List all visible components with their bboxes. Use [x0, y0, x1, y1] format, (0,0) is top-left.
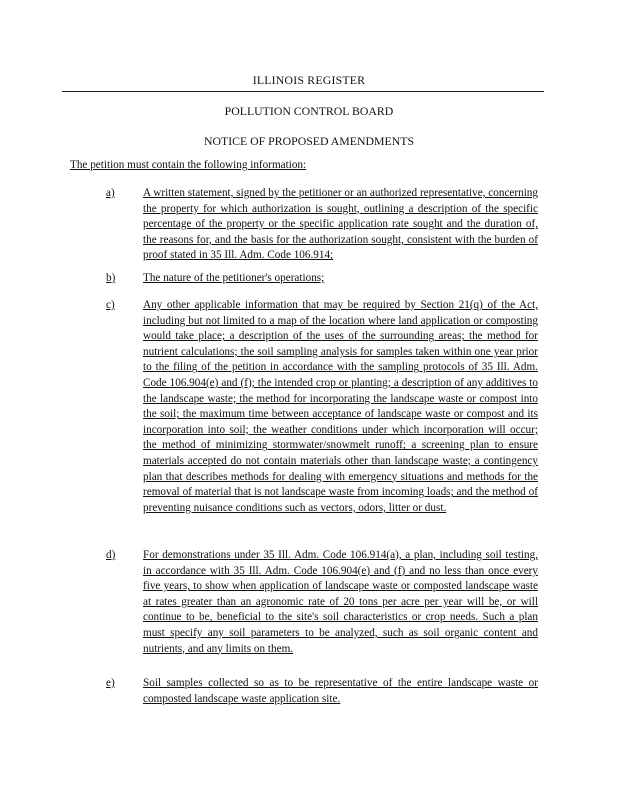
list-item-text: A written statement, signed by the petitioner or an authorized representative, concerning the property for which authorization is sought, outlining a description of the specific percentage of the property or the specific application rate sought and the duration of, the reasons for, and the basis for the authorization sought, consistent with the burden of proof stated in 35 Ill. Adm. Code 106.914; — [143, 187, 538, 262]
list-marker: a) — [106, 187, 115, 199]
list-item-text: For demonstrations under 35 Ill. Adm. Code 106.914(a), a plan, including soil testing, in accordance with 35 Ill. Adm. Code 106.904(e) and (f) and no less than once every five years, to show when application of landscape waste or composted landscape waste at rates greater than an agronomic rate of 20 tons per acre per year will be, or will continue to be, beneficial to the site's soil characteristics or crop needs. Such a plan must specify any soil parameters to be analyzed, such as soil organic content and nutrients, and any limits on them. — [143, 549, 538, 655]
register-title: ILLINOIS REGISTER — [252, 73, 366, 87]
list-marker: e) — [106, 677, 115, 689]
list-marker: d) — [106, 549, 116, 561]
list-item-text: The nature of the petitioner's operations; — [143, 272, 325, 284]
intro-text: The petition must contain the following information: — [70, 159, 307, 171]
list-item-text: Any other applicable information that may be required by Section 21(q) of the Act, including but not limited to a map of the location where land application or composting would take place; a description of the uses of the surrounding areas; the method for nutrient calculations; the soil sampling analysis for samples taken within one year prior to the filing of the petition in accordance with the sampling protocols of 35 Ill. Adm. Code 106.904(e) and (f); the intended crop or planting; a description of any additives to the landscape waste; the method for incorporating the landscape waste or compost into the soil; the maximum time between acceptance of landscape waste or compost and its incorporation into soil; the weather conditions under which incorporation will occur; the method of minimizing stormwater/snowmelt runoff; a screening plan to ensure materials accepted do not contain materials other than landscape waste; a contingency plan that describes methods for dealing with emergency situations and methods for the removal of material that is not landscape waste from incoming loads; and the method of preventing nuisance conditions such as vectors, odors, litter or dust. — [143, 299, 538, 514]
list-marker: c) — [106, 299, 115, 311]
notice-title: NOTICE OF PROPOSED AMENDMENTS — [203, 134, 415, 148]
header-rule — [62, 91, 544, 92]
board-title: POLLUTION CONTROL BOARD — [224, 104, 394, 118]
list-marker: b) — [106, 272, 116, 284]
list-item-text: Soil samples collected so as to be representative of the entire landscape waste or composted landscape waste application site. — [143, 677, 538, 705]
